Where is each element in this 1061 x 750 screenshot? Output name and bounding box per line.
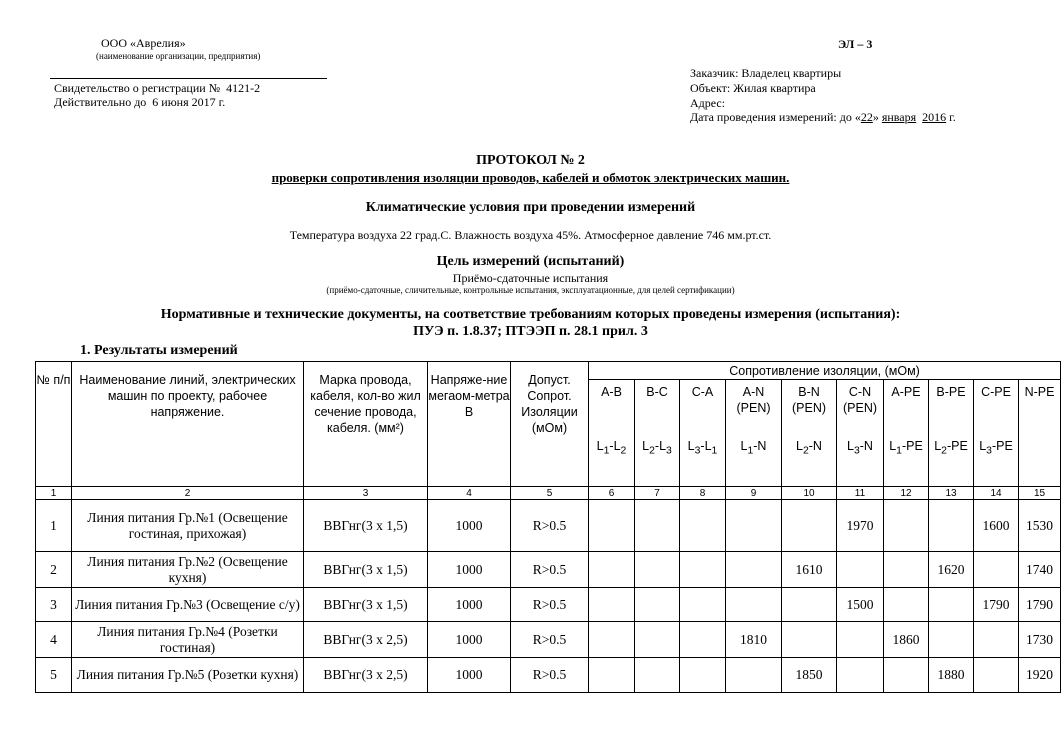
row-name: Линия питания Гр.№5 (Розетки кухня) (72, 658, 304, 693)
header-col-voltage: Напряже-ние мегаом-метра В (428, 362, 511, 487)
column-number: 5 (511, 487, 589, 500)
date-month: января (881, 110, 917, 124)
column-number: 6 (589, 487, 635, 500)
org-caption: (наименование организации, предприятия) (96, 51, 261, 61)
row-value: 1620 (929, 552, 974, 588)
row-value (974, 552, 1019, 588)
row-value: 1850 (782, 658, 837, 693)
subheader-cell (837, 380, 884, 487)
row-brand: ВВГнг(3 х 2,5) (304, 622, 428, 658)
header-col-no: № п/п (36, 362, 72, 487)
row-value (929, 588, 974, 622)
valid-until-label: Действительно до (54, 95, 147, 109)
subheader-cell (974, 380, 1019, 487)
subheader-cell (1019, 380, 1061, 487)
norms-value: ПУЭ п. 1.8.37; ПТЭЭП п. 28.1 прил. 3 (413, 324, 648, 339)
row-allowed: R>0.5 (511, 658, 589, 693)
row-value (635, 622, 680, 658)
row-value (726, 658, 782, 693)
row-no: 3 (36, 588, 72, 622)
row-value (837, 658, 884, 693)
climate-text: Температура воздуха 22 град.С. Влажность воздуха 45%. Атмосферное давление 746 мм.рт.ст. (289, 228, 772, 242)
column-number: 8 (680, 487, 726, 500)
row-value (726, 552, 782, 588)
row-value (680, 500, 726, 552)
date-suffix: г. (949, 110, 956, 124)
registration-label: Свидетельство о регистрации № (54, 81, 221, 95)
valid-until-value: 6 июня 2017 г. (152, 95, 226, 109)
row-voltage: 1000 (428, 500, 511, 552)
norms-heading: Нормативные и технические документы, на соответствие требованиям которых проведены измерения (испытания): (160, 307, 901, 322)
row-allowed: R>0.5 (511, 588, 589, 622)
registration-line (54, 81, 260, 96)
row-value (782, 500, 837, 552)
row-value (589, 552, 635, 588)
row-value (884, 500, 929, 552)
row-value (837, 622, 884, 658)
row-value (929, 622, 974, 658)
row-brand: ВВГнг(3 х 1,5) (304, 588, 428, 622)
section-title: 1. Результаты измерений (80, 343, 238, 358)
subheader-cell (680, 380, 726, 487)
customer: Заказчик: Владелец квартиры (690, 66, 842, 80)
registration-number: 4121-2 (226, 81, 261, 95)
row-name: Линия питания Гр.№4 (Розетки гостиная) (72, 622, 304, 658)
results-table (35, 361, 1061, 693)
org-name: ООО «Аврелия» (101, 36, 186, 50)
row-value (837, 552, 884, 588)
row-value (726, 500, 782, 552)
row-value: 1880 (929, 658, 974, 693)
subheader-line: $L_2-PE$ (934, 439, 968, 457)
header-col-name: Наименование линий, электрических машин по проекту, рабочее напряжение. (72, 362, 304, 487)
column-number: 14 (974, 487, 1019, 500)
row-brand: ВВГнг(3 х 2,5) (304, 658, 428, 693)
subheader-cell (929, 380, 974, 487)
subheader-line: $L_3-L_1$ (687, 439, 718, 457)
date-sep: » (872, 110, 879, 124)
row-voltage: 1000 (428, 622, 511, 658)
row-value (680, 552, 726, 588)
subheader-phase: C-PE (981, 385, 1011, 399)
row-value (884, 588, 929, 622)
row-value: 1970 (837, 500, 884, 552)
protocol-title: ПРОТОКОЛ № 2 (476, 153, 585, 168)
valid-until-line (54, 95, 225, 110)
row-value (635, 500, 680, 552)
column-number: 7 (635, 487, 680, 500)
subheader-line: $L_2-N$ (796, 439, 822, 457)
column-number: 10 (782, 487, 837, 500)
row-no: 1 (36, 500, 72, 552)
column-number: 2 (72, 487, 304, 500)
subheader-phase: A-PE (891, 385, 921, 399)
table-row (36, 622, 1061, 658)
subheader-cell (726, 380, 782, 487)
column-number-row (36, 487, 1061, 500)
row-value (680, 622, 726, 658)
row-value: 1810 (726, 622, 782, 658)
row-value (635, 588, 680, 622)
row-name: Линия питания Гр.№3 (Освещение с/у) (72, 588, 304, 622)
column-number: 15 (1019, 487, 1061, 500)
protocol-subtitle: проверки сопротивления изоляции проводов, кабелей и обмоток электрических машин. (271, 170, 790, 185)
table-row (36, 588, 1061, 622)
row-brand: ВВГнг(3 х 1,5) (304, 552, 428, 588)
row-voltage: 1000 (428, 658, 511, 693)
row-value (726, 588, 782, 622)
address: Адрес: (690, 96, 726, 110)
subheader-phase: B-C (646, 385, 668, 399)
row-value (680, 588, 726, 622)
subheader-phase: A-N (PEN) (736, 385, 771, 415)
row-value: 1790 (974, 588, 1019, 622)
subheader-phase: B-N (PEN) (791, 385, 827, 415)
row-value (635, 658, 680, 693)
row-value: 1500 (837, 588, 884, 622)
row-value: 1740 (1019, 552, 1061, 588)
subheader-cell (782, 380, 837, 487)
subheader-cell (635, 380, 680, 487)
row-value (635, 552, 680, 588)
subheader-cell (884, 380, 929, 487)
row-value (929, 500, 974, 552)
column-number: 11 (837, 487, 884, 500)
subheader-phase: C-A (691, 385, 714, 399)
row-value: 1610 (782, 552, 837, 588)
column-number: 4 (428, 487, 511, 500)
row-voltage: 1000 (428, 552, 511, 588)
row-value: 1920 (1019, 658, 1061, 693)
column-number: 12 (884, 487, 929, 500)
subheader-phase: A-B (601, 385, 622, 399)
subheader-phase: C-N (PEN) (842, 385, 878, 415)
object: Объект: Жилая квартира (690, 81, 816, 95)
column-number: 13 (929, 487, 974, 500)
doc-code: ЭЛ – 3 (838, 37, 873, 51)
table-row (36, 658, 1061, 693)
row-value: 1600 (974, 500, 1019, 552)
header-col-allowed: Допуст. Сопрот. Изоляции (мОм) (511, 362, 589, 487)
row-value (589, 588, 635, 622)
table-row (36, 500, 1061, 552)
subheader-line: $L_2-L_3$ (642, 439, 672, 457)
date-day: 22 (860, 110, 873, 124)
row-value (974, 658, 1019, 693)
purpose-heading: Цель измерений (испытаний) (436, 254, 625, 269)
row-value (884, 658, 929, 693)
row-value (680, 658, 726, 693)
row-no: 5 (36, 658, 72, 693)
climate-heading: Климатические условия при проведении измерений (365, 200, 696, 215)
header-resistance-group: Сопротивление изоляции, (мОм) (589, 362, 1061, 380)
date-year: 2016 (922, 110, 947, 124)
row-name: Линия питания Гр.№2 (Освещение кухня) (72, 552, 304, 588)
subheader-cell (589, 380, 635, 487)
row-value (974, 622, 1019, 658)
org-divider (50, 78, 327, 79)
row-value: 1790 (1019, 588, 1061, 622)
row-brand: ВВГнг(3 х 1,5) (304, 500, 428, 552)
column-number: 1 (36, 487, 72, 500)
header-col-brand: Марка провода, кабеля, кол-во жил сечение провода, кабеля. (мм²) (304, 362, 428, 487)
subheader-line: $L_3-PE$ (979, 439, 1013, 457)
purpose-value: Приёмо-сдаточные испытания (452, 271, 609, 285)
row-value (782, 588, 837, 622)
subheader-line: $L_3-N$ (847, 439, 873, 457)
column-number: 9 (726, 487, 782, 500)
table-row (36, 552, 1061, 588)
row-no: 4 (36, 622, 72, 658)
subheader-phase: B-PE (936, 385, 966, 399)
row-allowed: R>0.5 (511, 500, 589, 552)
column-number: 3 (304, 487, 428, 500)
date-label: Дата проведения измерений: до « (690, 110, 861, 124)
subheader-line: $L_1-L_2$ (596, 439, 627, 457)
measurement-date (690, 110, 956, 125)
row-name: Линия питания Гр.№1 (Освещение гостиная, прихожая) (72, 500, 304, 552)
subheader-line: $L_1-PE$ (889, 439, 923, 457)
row-value (782, 622, 837, 658)
purpose-options: (приёмо-сдаточные, сличительные, контрольные испытания, эксплуатационные, для целей сертификации) (326, 285, 735, 295)
row-value (589, 500, 635, 552)
row-value (589, 658, 635, 693)
subheader-line: $L_1-N$ (740, 439, 767, 457)
row-value (589, 622, 635, 658)
row-voltage: 1000 (428, 588, 511, 622)
row-allowed: R>0.5 (511, 552, 589, 588)
row-value (884, 552, 929, 588)
row-no: 2 (36, 552, 72, 588)
row-value: 1860 (884, 622, 929, 658)
row-value: 1730 (1019, 622, 1061, 658)
row-allowed: R>0.5 (511, 622, 589, 658)
subheader-phase: N-PE (1024, 385, 1055, 399)
row-value: 1530 (1019, 500, 1061, 552)
